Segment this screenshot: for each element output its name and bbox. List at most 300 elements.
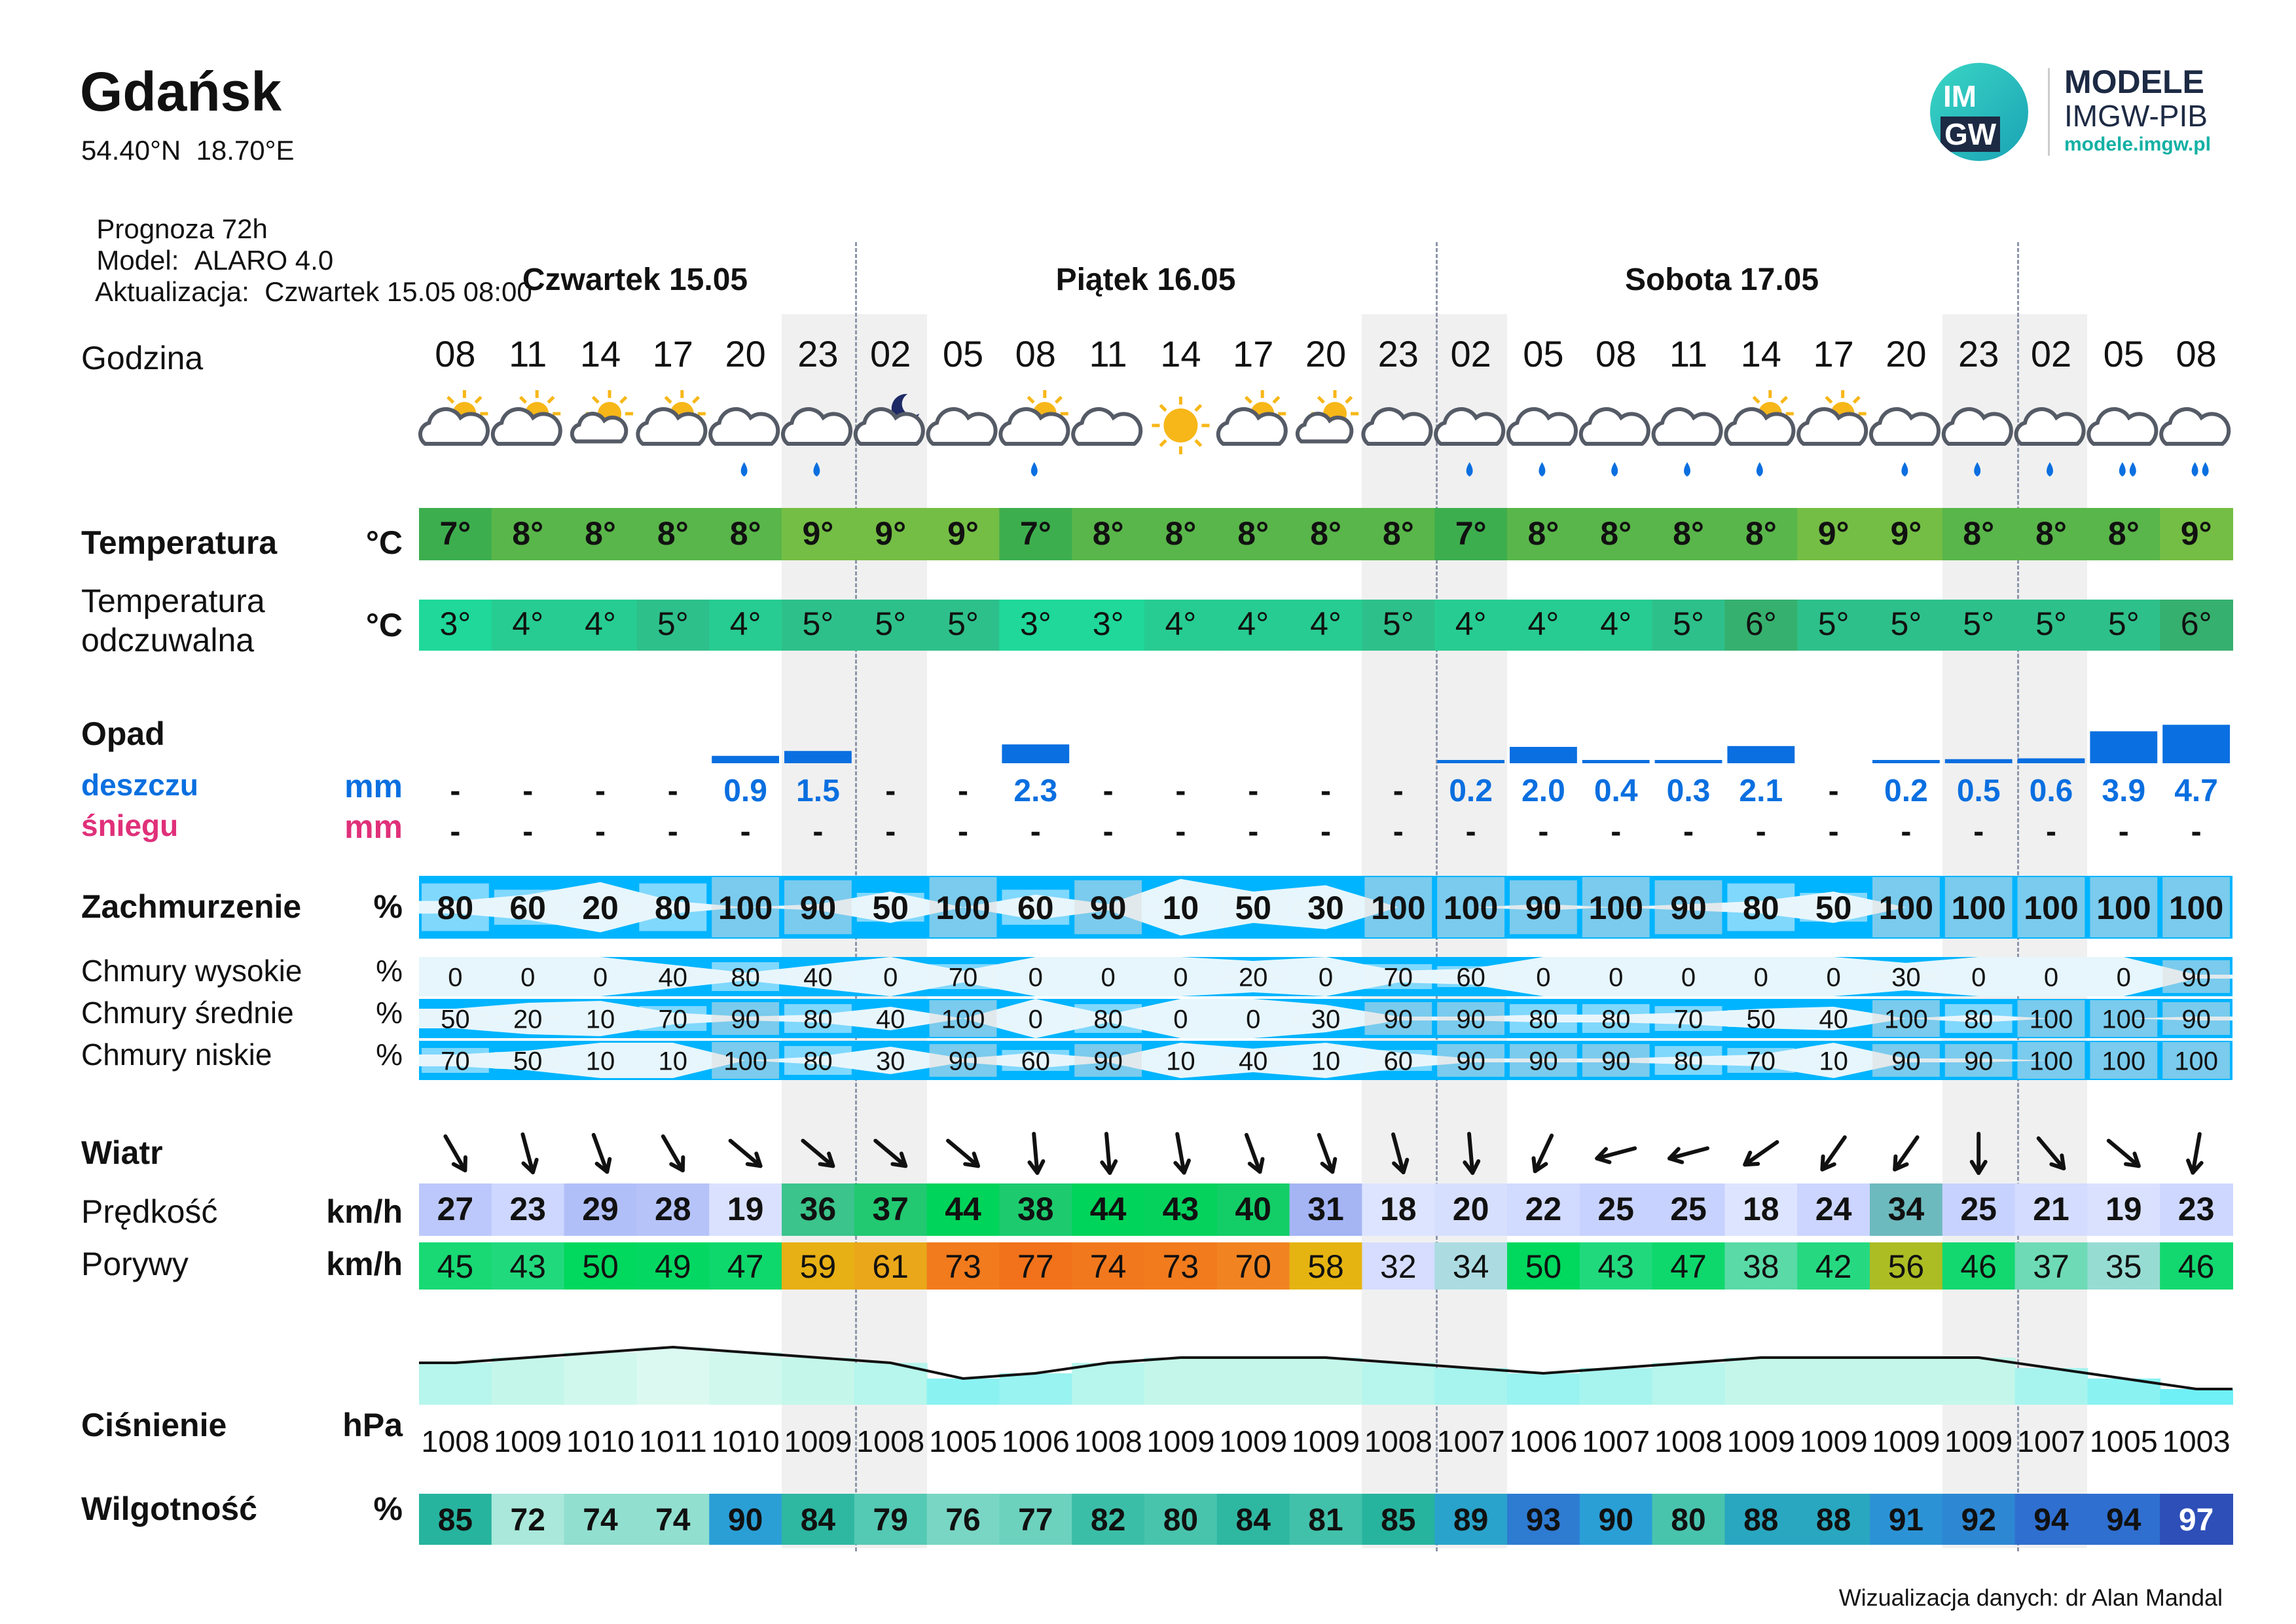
feels-like-value: 4° bbox=[1527, 605, 1559, 642]
wind-speed-value: 29 bbox=[582, 1191, 619, 1227]
cloud-total-value: 10 bbox=[1162, 890, 1199, 926]
rain-value: 0.3 bbox=[1666, 774, 1711, 808]
cloud-low-value: 90 bbox=[1963, 1047, 1994, 1076]
forecast-length: Prognoza 72h bbox=[96, 213, 268, 244]
humidity-value: 76 bbox=[945, 1503, 981, 1538]
humidity-value: 85 bbox=[437, 1503, 473, 1538]
unit-rain: mm bbox=[344, 768, 403, 804]
raindrop-icon bbox=[1901, 462, 1908, 477]
rain-value: - bbox=[667, 774, 678, 808]
cloud-high-value: 70 bbox=[1383, 963, 1413, 992]
rain-value: - bbox=[1175, 774, 1186, 808]
cloud-total-value: 100 bbox=[1878, 890, 1934, 926]
cloud-total-value: 90 bbox=[1670, 890, 1707, 926]
hour-label: 05 bbox=[1523, 333, 1564, 374]
cloud-mid-value: 50 bbox=[1746, 1005, 1776, 1034]
gust-value: 73 bbox=[1162, 1248, 1199, 1285]
temperature-value: 9° bbox=[875, 515, 907, 552]
cloud-total-value: 90 bbox=[799, 890, 837, 926]
cloud-high-value: 0 bbox=[1318, 963, 1334, 992]
hour-label: 11 bbox=[1669, 333, 1708, 374]
pressure-value: 1010 bbox=[711, 1424, 780, 1458]
gust-value: 49 bbox=[654, 1248, 691, 1285]
humidity-value: 89 bbox=[1453, 1503, 1489, 1538]
cloud-icon bbox=[1726, 409, 1793, 444]
rain-value: 2.3 bbox=[1013, 774, 1058, 808]
feels-like-value: 4° bbox=[1237, 605, 1269, 642]
wind-speed-value: 21 bbox=[2033, 1191, 2069, 1227]
raindrop-icon bbox=[2047, 462, 2053, 477]
cloud-mid-value: 80 bbox=[1963, 1005, 1994, 1034]
cloud-icon bbox=[2161, 409, 2229, 444]
pressure-value: 1008 bbox=[1074, 1424, 1142, 1458]
hour-label: 08 bbox=[1595, 333, 1637, 374]
cloud-icon bbox=[638, 409, 705, 444]
cloud-high-value: 0 bbox=[2043, 963, 2059, 992]
temperature-value: 8° bbox=[2035, 515, 2067, 552]
pressure-value: 1007 bbox=[2017, 1424, 2085, 1458]
cloud-icon bbox=[1871, 409, 1939, 444]
snow-value: - bbox=[1755, 814, 1766, 849]
temperature-value: 7° bbox=[1019, 515, 1051, 552]
gust-value: 46 bbox=[2178, 1248, 2215, 1285]
sun-icon bbox=[1163, 408, 1197, 442]
sun-ray-icon bbox=[475, 397, 481, 403]
cloud-mid-value: 100 bbox=[2102, 1005, 2146, 1034]
temperature-value: 8° bbox=[2107, 515, 2140, 552]
row-label-wind-speed: Prędkość bbox=[81, 1193, 218, 1230]
wind-speed-value: 23 bbox=[2178, 1191, 2215, 1227]
unit-cloud-low: % bbox=[376, 1038, 403, 1072]
cloud-high-value: 0 bbox=[448, 963, 463, 992]
wind-arrow-icon bbox=[1895, 1137, 1917, 1169]
gust-value: 47 bbox=[727, 1248, 764, 1285]
day-header: Czwartek 15.05 bbox=[522, 262, 748, 297]
rain-bar bbox=[1582, 760, 1650, 763]
cloud-total-value: 90 bbox=[1525, 890, 1562, 926]
cloud-high-value: 80 bbox=[731, 963, 760, 992]
cloud-total-value: 80 bbox=[1742, 890, 1779, 926]
raindrop-icon bbox=[1684, 462, 1690, 477]
wind-speed-value: 25 bbox=[1670, 1191, 1707, 1227]
pressure-value: 1008 bbox=[1364, 1424, 1432, 1458]
snow-value: - bbox=[1901, 814, 1912, 849]
pressure-fill bbox=[1870, 1358, 1943, 1405]
wind-speed-value: 18 bbox=[1379, 1191, 1417, 1227]
temperature-value: 8° bbox=[1237, 515, 1269, 552]
rain-value: 0.9 bbox=[723, 774, 767, 808]
gust-value: 43 bbox=[1597, 1248, 1635, 1285]
wind-arrow-icon bbox=[1669, 1148, 1707, 1162]
humidity-value: 88 bbox=[1815, 1503, 1851, 1538]
wind-speed-value: 40 bbox=[1235, 1191, 1272, 1227]
raindrop-icon bbox=[2192, 462, 2198, 477]
unit-wind-speed: km/h bbox=[326, 1193, 403, 1230]
hour-label: 17 bbox=[1233, 333, 1274, 374]
rain-bar bbox=[1945, 759, 2013, 763]
temperature-value: 8° bbox=[1745, 515, 1777, 552]
model-name: ALARO 4.0 bbox=[194, 245, 334, 276]
gust-value: 34 bbox=[1452, 1248, 1489, 1285]
pressure-value: 1009 bbox=[1872, 1424, 1941, 1458]
cloud-mid-value: 90 bbox=[1383, 1005, 1413, 1034]
weather-icon-cloud-rain bbox=[1436, 409, 1503, 477]
gust-value: 50 bbox=[1525, 1248, 1562, 1285]
rain-bar bbox=[1655, 760, 1722, 763]
cloud-high-value: 0 bbox=[1681, 963, 1696, 992]
row-label-rain: deszczu bbox=[81, 768, 198, 802]
rain-value: 4.7 bbox=[2174, 774, 2218, 808]
cloud-low-value: 10 bbox=[1819, 1047, 1848, 1076]
unit-temperature: °C bbox=[365, 524, 403, 561]
humidity-value: 77 bbox=[1018, 1503, 1053, 1538]
snow-value: - bbox=[1611, 814, 1622, 849]
weather-icon-cloud-rain bbox=[1944, 409, 2011, 477]
cloud-mid-value: 0 bbox=[1246, 1005, 1261, 1034]
cloud-low-value: 30 bbox=[875, 1047, 905, 1076]
rain-value: - bbox=[1248, 774, 1259, 808]
cloud-total-value: 30 bbox=[1307, 890, 1344, 926]
feels-like-value: 5° bbox=[875, 605, 907, 642]
temperature-value: 7° bbox=[439, 515, 471, 552]
cloud-high-value: 0 bbox=[1536, 963, 1551, 992]
feels-like-value: 6° bbox=[1745, 605, 1777, 642]
wind-arrow-icon bbox=[1247, 1135, 1263, 1172]
rain-value: - bbox=[885, 774, 896, 808]
hour-label: 02 bbox=[870, 333, 911, 374]
humidity-value: 84 bbox=[800, 1503, 836, 1538]
row-label-hour: Godzina bbox=[81, 340, 204, 376]
weather-icon-cloud-rain bbox=[783, 409, 850, 477]
pressure-fill bbox=[1217, 1358, 1290, 1405]
wind-speed-value: 27 bbox=[437, 1191, 474, 1227]
hour-label: 11 bbox=[509, 333, 547, 374]
cloud-total-value: 100 bbox=[2024, 890, 2079, 926]
update-label: Aktualizacja: bbox=[95, 276, 249, 307]
wind-arrow-icon bbox=[2109, 1141, 2139, 1166]
temperature-value: 8° bbox=[1527, 515, 1559, 552]
cloud-low-value: 100 bbox=[2174, 1047, 2218, 1076]
wind-arrow-icon bbox=[1745, 1142, 1777, 1164]
cloud-high-value: 0 bbox=[1826, 963, 1841, 992]
humidity-value: 88 bbox=[1743, 1503, 1779, 1538]
snow-value: - bbox=[1321, 814, 1331, 849]
pressure-fill bbox=[419, 1363, 492, 1405]
cloud-icon bbox=[1218, 409, 1286, 444]
wind-arrow-icon bbox=[1319, 1135, 1336, 1172]
temperature-value: 8° bbox=[585, 515, 616, 552]
cloud-mid-value: 80 bbox=[803, 1005, 833, 1034]
sun-ray-icon bbox=[1160, 441, 1165, 446]
snow-value: - bbox=[1175, 814, 1186, 849]
cloud-low-value: 10 bbox=[658, 1047, 688, 1076]
rain-value: 1.5 bbox=[796, 774, 840, 808]
humidity-value: 97 bbox=[2178, 1503, 2214, 1538]
cloud-mid-value: 80 bbox=[1093, 1005, 1123, 1034]
weather-icon-cloud bbox=[1363, 409, 1430, 444]
pressure-fill bbox=[927, 1379, 1000, 1405]
feels-like-value: 4° bbox=[512, 605, 544, 642]
day-header: Piątek 16.05 bbox=[1055, 262, 1236, 297]
sun-ray-icon bbox=[1028, 397, 1033, 403]
wind-arrow-icon bbox=[731, 1141, 761, 1166]
temperature-value: 9° bbox=[2180, 515, 2212, 552]
temperature-value: 9° bbox=[1817, 515, 1850, 552]
cloud-low-value: 70 bbox=[441, 1047, 470, 1076]
pressure-value: 1003 bbox=[2162, 1424, 2231, 1458]
cloud-mid-value: 90 bbox=[1456, 1005, 1485, 1034]
cloud-total-value: 100 bbox=[1443, 890, 1499, 926]
gust-value: 43 bbox=[509, 1248, 547, 1285]
cloud-total-value: 100 bbox=[936, 890, 991, 926]
humidity-value: 90 bbox=[727, 1503, 763, 1538]
snow-value: - bbox=[1973, 814, 1984, 849]
cloud-high-value: 0 bbox=[1753, 963, 1768, 992]
pressure-value: 1006 bbox=[1509, 1424, 1578, 1458]
cloud-total-value: 50 bbox=[872, 890, 909, 926]
cloud-icon bbox=[856, 409, 923, 444]
cloud-high-value: 0 bbox=[2116, 963, 2131, 992]
unit-cloud-high: % bbox=[376, 954, 403, 988]
cloud-low-value: 90 bbox=[948, 1047, 978, 1076]
wind-speed-value: 37 bbox=[872, 1191, 909, 1227]
rain-value: 0.4 bbox=[1594, 774, 1638, 808]
unit-humidity: % bbox=[373, 1490, 403, 1527]
pressure-fill bbox=[1652, 1363, 1726, 1405]
humidity-value: 72 bbox=[510, 1503, 545, 1538]
cloud-icon bbox=[1073, 409, 1140, 444]
weather-icon-cloud-rain bbox=[1654, 409, 1721, 477]
gust-value: 74 bbox=[1089, 1248, 1127, 1285]
row-label-cloud-high: Chmury wysokie bbox=[81, 954, 302, 988]
raindrop-icon bbox=[1611, 462, 1618, 477]
pressure-fill bbox=[1797, 1358, 1870, 1405]
cloud-high-value: 0 bbox=[1609, 963, 1624, 992]
sun-ray-icon bbox=[520, 397, 526, 403]
humidity-value: 92 bbox=[1961, 1503, 1996, 1538]
logo-subtitle: IMGW-PIB bbox=[2064, 99, 2208, 133]
row-label-humidity: Wilgotność bbox=[81, 1490, 257, 1527]
gust-value: 70 bbox=[1235, 1248, 1272, 1285]
sun-ray-icon bbox=[1246, 397, 1251, 403]
rain-bar bbox=[1437, 760, 1504, 763]
feels-like-value: 4° bbox=[1455, 605, 1487, 642]
cloud-high-value: 70 bbox=[948, 963, 978, 992]
temperature-value: 9° bbox=[947, 515, 979, 552]
hour-label: 17 bbox=[1813, 333, 1854, 374]
hour-label: 20 bbox=[1305, 333, 1347, 374]
unit-snow: mm bbox=[344, 808, 403, 845]
weather-icon-cloud-rain bbox=[1508, 409, 1576, 477]
cloud-high-value: 40 bbox=[658, 963, 688, 992]
sun-ray-icon bbox=[1781, 397, 1787, 403]
gust-value: 46 bbox=[1960, 1248, 1997, 1285]
cloud-icon bbox=[1000, 409, 1068, 444]
gust-value: 38 bbox=[1742, 1248, 1779, 1285]
cloud-high-value: 40 bbox=[803, 963, 833, 992]
pressure-fill bbox=[2160, 1389, 2233, 1405]
wind-arrow-icon bbox=[1175, 1134, 1189, 1172]
pressure-fill bbox=[999, 1373, 1072, 1405]
wind-arrow-icon bbox=[522, 1134, 536, 1172]
logo-url[interactable]: modele.imgw.pl bbox=[2064, 134, 2211, 155]
gust-value: 37 bbox=[2033, 1248, 2069, 1285]
pressure-value: 1009 bbox=[494, 1424, 562, 1458]
feels-like-value: 3° bbox=[1019, 605, 1051, 642]
sun-ray-icon bbox=[593, 397, 598, 403]
cloud-high-value: 0 bbox=[520, 963, 536, 992]
wind-speed-value: 18 bbox=[1742, 1191, 1779, 1227]
cloud-high-value: 60 bbox=[1456, 963, 1485, 992]
rain-value: 2.1 bbox=[1739, 774, 1783, 808]
cloud-low-value: 90 bbox=[1529, 1047, 1558, 1076]
humidity-value: 82 bbox=[1090, 1503, 1126, 1538]
hour-label: 11 bbox=[1089, 333, 1127, 374]
wind-arrow-icon bbox=[2188, 1134, 2202, 1172]
wind-arrow-icon bbox=[1533, 1136, 1552, 1171]
rain-bar bbox=[1727, 746, 1795, 763]
pressure-value: 1009 bbox=[1292, 1424, 1360, 1458]
cloud-low-value: 90 bbox=[1891, 1047, 1921, 1076]
rain-bar bbox=[2090, 731, 2157, 763]
humidity-value: 85 bbox=[1381, 1503, 1416, 1538]
rain-bar bbox=[2018, 759, 2085, 764]
temperature-value: 8° bbox=[1092, 515, 1124, 552]
wind-speed-value: 23 bbox=[509, 1191, 547, 1227]
hour-label: 14 bbox=[1740, 333, 1781, 374]
pressure-fill bbox=[1362, 1363, 1435, 1405]
raindrop-icon bbox=[1031, 462, 1038, 477]
snow-value: - bbox=[740, 814, 751, 849]
row-label-pressure: Ciśnienie bbox=[81, 1407, 227, 1443]
weather-icon-cloud-rain bbox=[710, 409, 778, 477]
temperature-value: 8° bbox=[1673, 515, 1704, 552]
rain-bar bbox=[1002, 744, 1069, 763]
humidity-value: 90 bbox=[1598, 1503, 1633, 1538]
cloud-high-value: 90 bbox=[2181, 963, 2211, 992]
cloud-low-value: 70 bbox=[1746, 1047, 1776, 1076]
sun-ray-icon bbox=[1195, 441, 1201, 446]
hour-label: 23 bbox=[797, 333, 839, 374]
snow-value: - bbox=[1102, 814, 1114, 849]
pressure-value: 1009 bbox=[1944, 1424, 2013, 1458]
cloud-mid-value: 0 bbox=[1173, 1005, 1188, 1034]
row-label-cloud-total: Zachmurzenie bbox=[81, 888, 302, 925]
feels-like-value: 5° bbox=[657, 605, 689, 642]
pressure-fill bbox=[782, 1358, 855, 1405]
pressure-fill bbox=[1434, 1368, 1508, 1405]
pressure-value: 1008 bbox=[1654, 1424, 1722, 1458]
cloud-low-value: 100 bbox=[2102, 1047, 2146, 1076]
rain-value: - bbox=[958, 774, 968, 808]
cloud-low-value: 10 bbox=[1166, 1047, 1195, 1076]
humidity-value: 80 bbox=[1163, 1503, 1199, 1538]
snow-value: - bbox=[667, 814, 678, 849]
pressure-value: 1008 bbox=[856, 1424, 925, 1458]
sun-ray-icon bbox=[1056, 397, 1061, 403]
hour-label: 23 bbox=[1958, 333, 1999, 374]
weather-icon-partly-sunny bbox=[638, 390, 705, 444]
sun-ray-icon bbox=[1753, 397, 1758, 403]
cloud-icon bbox=[1944, 409, 2011, 444]
cloud-total-value: 100 bbox=[2168, 890, 2224, 926]
wind-arrow-icon bbox=[445, 1136, 465, 1170]
feels-like-value: 4° bbox=[1600, 605, 1632, 642]
gust-value: 47 bbox=[1670, 1248, 1707, 1285]
cloud-low-value: 50 bbox=[513, 1047, 543, 1076]
hour-label: 08 bbox=[1015, 333, 1056, 374]
cloud-mid-value: 80 bbox=[1529, 1005, 1558, 1034]
cloud-mid-value: 100 bbox=[941, 1005, 985, 1034]
cloud-high-value: 0 bbox=[1971, 963, 1986, 992]
hour-label: 14 bbox=[1160, 333, 1201, 374]
cloud-icon bbox=[493, 409, 560, 444]
cloud-mid-value: 40 bbox=[1819, 1005, 1848, 1034]
pressure-value: 1005 bbox=[2089, 1424, 2158, 1458]
rain-value: 0.2 bbox=[1884, 774, 1928, 808]
cloud-icon bbox=[1436, 409, 1503, 444]
cloud-total-value: 60 bbox=[1017, 890, 1054, 926]
cloud-icon bbox=[783, 409, 850, 444]
raindrop-icon bbox=[813, 462, 820, 477]
cloud-icon bbox=[2088, 409, 2156, 444]
unit-pressure: hPa bbox=[342, 1407, 403, 1443]
unit-cloud-total: % bbox=[373, 888, 403, 925]
rain-value: 2.0 bbox=[1522, 774, 1565, 808]
gust-value: 61 bbox=[872, 1248, 909, 1285]
pressure-fill bbox=[1290, 1358, 1363, 1405]
pressure-fill bbox=[492, 1358, 565, 1405]
wind-arrow-icon bbox=[663, 1136, 683, 1170]
pressure-value: 1009 bbox=[784, 1424, 852, 1458]
rain-value: - bbox=[1393, 774, 1404, 808]
pressure-value: 1007 bbox=[1436, 1424, 1505, 1458]
temperature-value: 7° bbox=[1455, 515, 1487, 552]
wind-speed-value: 44 bbox=[945, 1191, 981, 1227]
cloud-low-value: 60 bbox=[1021, 1047, 1051, 1076]
rain-bar bbox=[712, 756, 779, 763]
humidity-value: 84 bbox=[1235, 1503, 1271, 1538]
wind-speed-value: 43 bbox=[1162, 1191, 1199, 1227]
temperature-value: 8° bbox=[657, 515, 689, 552]
hour-label: 20 bbox=[1886, 333, 1927, 374]
rain-value: 3.9 bbox=[2102, 774, 2146, 808]
weather-icon-cloud-rain bbox=[2016, 409, 2084, 477]
rain-value: - bbox=[1828, 774, 1839, 808]
cloud-high-value: 0 bbox=[1173, 963, 1188, 992]
temperature-value: 8° bbox=[1310, 515, 1341, 552]
wind-arrow-icon bbox=[1465, 1134, 1478, 1173]
weather-icon-cloud-heavy-rain bbox=[2088, 409, 2156, 477]
cloud-low-value: 40 bbox=[1238, 1047, 1268, 1076]
gust-value: 73 bbox=[945, 1248, 981, 1285]
hour-label: 05 bbox=[942, 333, 984, 374]
hour-label: 05 bbox=[2103, 333, 2144, 374]
gust-value: 50 bbox=[582, 1248, 619, 1285]
wind-speed-value: 28 bbox=[654, 1191, 691, 1227]
snow-value: - bbox=[1538, 814, 1549, 849]
weather-icon-cloud-rain bbox=[1871, 409, 1939, 477]
temperature-value: 8° bbox=[1165, 515, 1197, 552]
cloud-mid-value: 10 bbox=[585, 1005, 615, 1034]
gust-value: 58 bbox=[1307, 1248, 1344, 1285]
cloud-low-value: 100 bbox=[723, 1047, 767, 1076]
unit-gusts: km/h bbox=[326, 1246, 403, 1282]
wind-speed-value: 25 bbox=[1597, 1191, 1635, 1227]
hour-label: 23 bbox=[1377, 333, 1419, 374]
wind-arrow-icon bbox=[875, 1141, 905, 1166]
wind-speed-value: 19 bbox=[2105, 1191, 2142, 1227]
